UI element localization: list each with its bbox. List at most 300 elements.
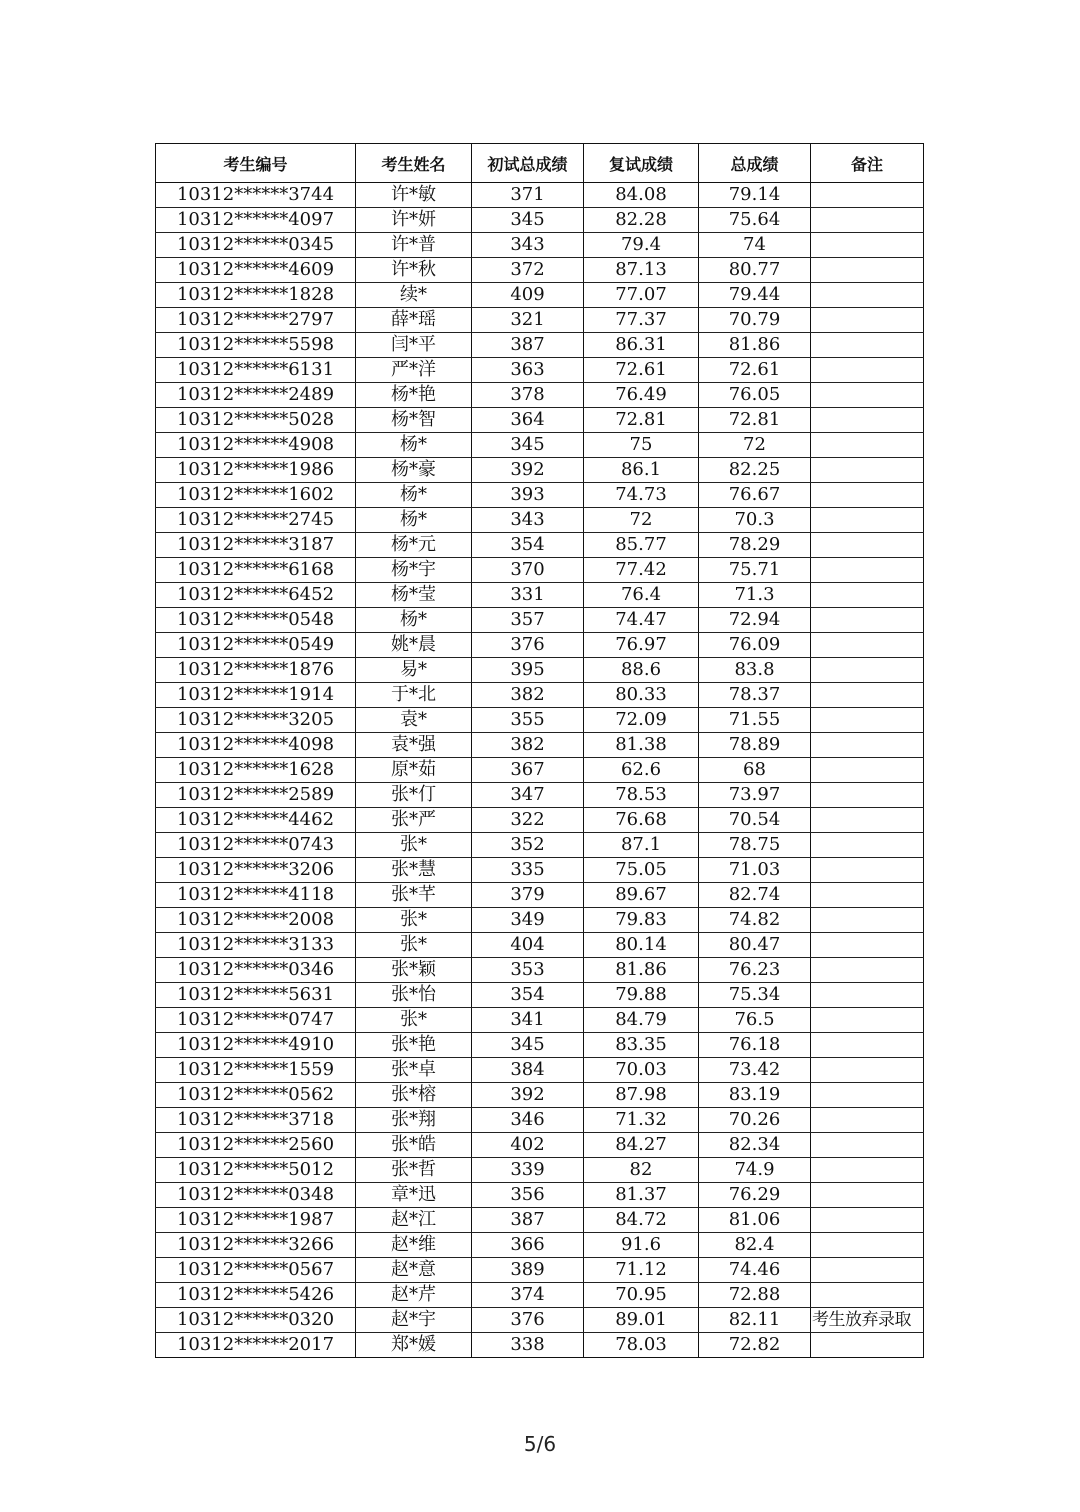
cell-retest-score: 87.1 (584, 833, 699, 858)
cell-candidate-id: 10312******0562 (156, 1083, 356, 1108)
cell-remarks (811, 1033, 924, 1058)
cell-candidate-name: 郑*媛 (356, 1333, 472, 1358)
cell-remarks (811, 808, 924, 833)
cell-candidate-id: 10312******1876 (156, 658, 356, 683)
header-retest-score: 复试成绩 (584, 144, 699, 183)
cell-candidate-name: 张*艳 (356, 1033, 472, 1058)
cell-total-score: 75.71 (699, 558, 811, 583)
cell-remarks (811, 1258, 924, 1283)
cell-candidate-id: 10312******5012 (156, 1158, 356, 1183)
cell-remarks (811, 1158, 924, 1183)
cell-candidate-name: 赵*意 (356, 1258, 472, 1283)
cell-initial-score: 392 (472, 458, 584, 483)
cell-total-score: 70.54 (699, 808, 811, 833)
table-row (156, 1283, 924, 1308)
cell-remarks (811, 183, 924, 208)
cell-initial-score: 387 (472, 333, 584, 358)
cell-total-score: 76.67 (699, 483, 811, 508)
cell-retest-score: 82 (584, 1158, 699, 1183)
cell-total-score: 72 (699, 433, 811, 458)
table-row (156, 1033, 924, 1058)
cell-total-score: 78.29 (699, 533, 811, 558)
cell-retest-score: 87.98 (584, 1083, 699, 1108)
cell-candidate-id: 10312******2560 (156, 1133, 356, 1158)
cell-total-score: 74.9 (699, 1158, 811, 1183)
cell-candidate-id: 10312******4098 (156, 733, 356, 758)
cell-retest-score: 79.83 (584, 908, 699, 933)
cell-candidate-id: 10312******6452 (156, 583, 356, 608)
header-initial-score: 初试总成绩 (472, 144, 584, 183)
cell-candidate-id: 10312******3133 (156, 933, 356, 958)
table-row (156, 1108, 924, 1133)
cell-candidate-name: 张* (356, 908, 472, 933)
cell-total-score: 82.25 (699, 458, 811, 483)
cell-retest-score: 81.37 (584, 1183, 699, 1208)
cell-candidate-name: 袁* (356, 708, 472, 733)
cell-initial-score: 354 (472, 983, 584, 1008)
table-row (156, 308, 924, 333)
cell-candidate-id: 10312******1628 (156, 758, 356, 783)
cell-candidate-id: 10312******0345 (156, 233, 356, 258)
table-row (156, 408, 924, 433)
table-row (156, 583, 924, 608)
cell-retest-score: 77.42 (584, 558, 699, 583)
cell-initial-score: 345 (472, 433, 584, 458)
cell-candidate-name: 杨* (356, 483, 472, 508)
cell-initial-score: 338 (472, 1333, 584, 1358)
cell-remarks (811, 1333, 924, 1358)
table-row (156, 658, 924, 683)
cell-initial-score: 372 (472, 258, 584, 283)
cell-total-score: 82.11 (699, 1308, 811, 1333)
table-row (156, 508, 924, 533)
cell-candidate-name: 杨*艳 (356, 383, 472, 408)
table-row (156, 1333, 924, 1358)
cell-candidate-id: 10312******2589 (156, 783, 356, 808)
cell-retest-score: 87.13 (584, 258, 699, 283)
table-row (156, 733, 924, 758)
cell-candidate-name: 张*芊 (356, 883, 472, 908)
cell-retest-score: 80.33 (584, 683, 699, 708)
cell-remarks (811, 633, 924, 658)
cell-initial-score: 364 (472, 408, 584, 433)
cell-initial-score: 366 (472, 1233, 584, 1258)
cell-remarks (811, 858, 924, 883)
cell-candidate-name: 许*敏 (356, 183, 472, 208)
cell-candidate-name: 杨*莹 (356, 583, 472, 608)
cell-total-score: 71.55 (699, 708, 811, 733)
cell-initial-score: 378 (472, 383, 584, 408)
table-row (156, 183, 924, 208)
cell-candidate-id: 10312******6131 (156, 358, 356, 383)
table-row (156, 933, 924, 958)
cell-total-score: 81.06 (699, 1208, 811, 1233)
cell-remarks (811, 258, 924, 283)
cell-candidate-name: 张* (356, 933, 472, 958)
cell-candidate-id: 10312******0320 (156, 1308, 356, 1333)
cell-initial-score: 331 (472, 583, 584, 608)
table-row (156, 358, 924, 383)
cell-initial-score: 363 (472, 358, 584, 383)
table-row (156, 908, 924, 933)
header-row (156, 144, 924, 183)
table-row (156, 1083, 924, 1108)
cell-candidate-name: 张*慧 (356, 858, 472, 883)
cell-initial-score: 354 (472, 533, 584, 558)
cell-retest-score: 72.61 (584, 358, 699, 383)
cell-initial-score: 367 (472, 758, 584, 783)
cell-candidate-name: 杨* (356, 433, 472, 458)
cell-remarks (811, 1233, 924, 1258)
cell-remarks (811, 958, 924, 983)
cell-initial-score: 343 (472, 233, 584, 258)
cell-initial-score: 343 (472, 508, 584, 533)
cell-retest-score: 91.6 (584, 1233, 699, 1258)
cell-remarks (811, 983, 924, 1008)
cell-initial-score: 387 (472, 1208, 584, 1233)
cell-candidate-id: 10312******0549 (156, 633, 356, 658)
cell-initial-score: 374 (472, 1283, 584, 1308)
cell-initial-score: 370 (472, 558, 584, 583)
cell-remarks (811, 658, 924, 683)
cell-remarks (811, 433, 924, 458)
cell-candidate-name: 许*普 (356, 233, 472, 258)
cell-candidate-name: 张*严 (356, 808, 472, 833)
cell-initial-score: 384 (472, 1058, 584, 1083)
cell-candidate-id: 10312******4910 (156, 1033, 356, 1058)
cell-remarks (811, 1058, 924, 1083)
cell-candidate-id: 10312******1986 (156, 458, 356, 483)
cell-initial-score: 322 (472, 808, 584, 833)
cell-total-score: 76.18 (699, 1033, 811, 1058)
cell-initial-score: 356 (472, 1183, 584, 1208)
cell-candidate-id: 10312******2008 (156, 908, 356, 933)
cell-candidate-name: 赵*江 (356, 1208, 472, 1233)
cell-candidate-name: 杨*元 (356, 533, 472, 558)
cell-total-score: 74 (699, 233, 811, 258)
score-table-container (155, 143, 923, 1358)
cell-remarks (811, 283, 924, 308)
cell-retest-score: 79.88 (584, 983, 699, 1008)
cell-remarks (811, 533, 924, 558)
table-row (156, 633, 924, 658)
cell-retest-score: 81.86 (584, 958, 699, 983)
cell-initial-score: 352 (472, 833, 584, 858)
cell-total-score: 81.86 (699, 333, 811, 358)
cell-retest-score: 72 (584, 508, 699, 533)
table-row (156, 833, 924, 858)
table-row (156, 708, 924, 733)
cell-remarks (811, 508, 924, 533)
cell-retest-score: 75 (584, 433, 699, 458)
cell-candidate-id: 10312******6168 (156, 558, 356, 583)
cell-retest-score: 89.01 (584, 1308, 699, 1333)
cell-candidate-id: 10312******1987 (156, 1208, 356, 1233)
cell-retest-score: 77.07 (584, 283, 699, 308)
cell-remarks (811, 608, 924, 633)
cell-retest-score: 74.47 (584, 608, 699, 633)
cell-candidate-name: 张* (356, 833, 472, 858)
header-remarks: 备注 (811, 144, 924, 183)
cell-initial-score: 347 (472, 783, 584, 808)
cell-total-score: 72.61 (699, 358, 811, 383)
cell-total-score: 74.46 (699, 1258, 811, 1283)
cell-total-score: 71.03 (699, 858, 811, 883)
cell-candidate-id: 10312******4462 (156, 808, 356, 833)
cell-candidate-id: 10312******2017 (156, 1333, 356, 1358)
cell-retest-score: 77.37 (584, 308, 699, 333)
cell-retest-score: 76.49 (584, 383, 699, 408)
cell-candidate-id: 10312******1828 (156, 283, 356, 308)
cell-initial-score: 321 (472, 308, 584, 333)
cell-remarks (811, 883, 924, 908)
cell-candidate-id: 10312******3187 (156, 533, 356, 558)
cell-candidate-name: 于*北 (356, 683, 472, 708)
cell-total-score: 82.74 (699, 883, 811, 908)
cell-retest-score: 71.32 (584, 1108, 699, 1133)
table-row (156, 233, 924, 258)
cell-retest-score: 76.68 (584, 808, 699, 833)
cell-candidate-name: 杨*豪 (356, 458, 472, 483)
cell-remarks (811, 383, 924, 408)
table-row (156, 483, 924, 508)
cell-retest-score: 84.27 (584, 1133, 699, 1158)
cell-initial-score: 404 (472, 933, 584, 958)
cell-total-score: 72.94 (699, 608, 811, 633)
cell-candidate-name: 杨*宇 (356, 558, 472, 583)
cell-retest-score: 89.67 (584, 883, 699, 908)
cell-initial-score: 357 (472, 608, 584, 633)
cell-total-score: 76.23 (699, 958, 811, 983)
cell-remarks (811, 683, 924, 708)
cell-candidate-name: 原*茹 (356, 758, 472, 783)
table-row (156, 433, 924, 458)
cell-candidate-id: 10312******4097 (156, 208, 356, 233)
cell-total-score: 75.64 (699, 208, 811, 233)
cell-candidate-id: 10312******0567 (156, 1258, 356, 1283)
cell-retest-score: 62.6 (584, 758, 699, 783)
cell-candidate-id: 10312******1602 (156, 483, 356, 508)
cell-candidate-name: 薛*瑶 (356, 308, 472, 333)
cell-total-score: 76.5 (699, 1008, 811, 1033)
cell-remarks (811, 358, 924, 383)
table-row (156, 1208, 924, 1233)
cell-candidate-name: 张*卓 (356, 1058, 472, 1083)
cell-retest-score: 80.14 (584, 933, 699, 958)
cell-retest-score: 72.09 (584, 708, 699, 733)
cell-retest-score: 85.77 (584, 533, 699, 558)
cell-initial-score: 349 (472, 908, 584, 933)
cell-candidate-id: 10312******5426 (156, 1283, 356, 1308)
cell-initial-score: 382 (472, 683, 584, 708)
cell-retest-score: 70.95 (584, 1283, 699, 1308)
cell-candidate-name: 张*怡 (356, 983, 472, 1008)
table-row (156, 683, 924, 708)
table-row (156, 958, 924, 983)
cell-candidate-name: 许*妍 (356, 208, 472, 233)
cell-candidate-id: 10312******0548 (156, 608, 356, 633)
table-row (156, 1308, 924, 1333)
header-candidate-name: 考生姓名 (356, 144, 472, 183)
cell-total-score: 82.4 (699, 1233, 811, 1258)
cell-total-score: 78.89 (699, 733, 811, 758)
table-row (156, 333, 924, 358)
cell-remarks (811, 583, 924, 608)
table-row (156, 258, 924, 283)
page-number: 5/6 (523, 1432, 557, 1456)
table-row (156, 1258, 924, 1283)
table-row (156, 608, 924, 633)
cell-candidate-name: 章*迅 (356, 1183, 472, 1208)
cell-candidate-id: 10312******4609 (156, 258, 356, 283)
cell-candidate-name: 杨* (356, 608, 472, 633)
cell-candidate-id: 10312******0743 (156, 833, 356, 858)
cell-remarks (811, 1108, 924, 1133)
header-total-score: 总成绩 (699, 144, 811, 183)
cell-candidate-id: 10312******1914 (156, 683, 356, 708)
cell-candidate-id: 10312******3206 (156, 858, 356, 883)
cell-retest-score: 82.28 (584, 208, 699, 233)
cell-retest-score: 78.03 (584, 1333, 699, 1358)
cell-retest-score: 72.81 (584, 408, 699, 433)
cell-candidate-name: 杨* (356, 508, 472, 533)
cell-retest-score: 84.08 (584, 183, 699, 208)
cell-initial-score: 376 (472, 633, 584, 658)
cell-remarks (811, 1208, 924, 1233)
cell-retest-score: 81.38 (584, 733, 699, 758)
cell-candidate-id: 10312******1559 (156, 1058, 356, 1083)
cell-initial-score: 392 (472, 1083, 584, 1108)
cell-total-score: 78.37 (699, 683, 811, 708)
cell-remarks (811, 783, 924, 808)
cell-candidate-name: 续* (356, 283, 472, 308)
cell-candidate-name: 许*秋 (356, 258, 472, 283)
cell-remarks (811, 1083, 924, 1108)
cell-retest-score: 71.12 (584, 1258, 699, 1283)
cell-remarks (811, 1283, 924, 1308)
cell-initial-score: 346 (472, 1108, 584, 1133)
cell-candidate-name: 姚*晨 (356, 633, 472, 658)
cell-total-score: 80.47 (699, 933, 811, 958)
cell-initial-score: 382 (472, 733, 584, 758)
table-row (156, 808, 924, 833)
cell-total-score: 72.88 (699, 1283, 811, 1308)
cell-total-score: 75.34 (699, 983, 811, 1008)
cell-initial-score: 376 (472, 1308, 584, 1333)
cell-candidate-id: 10312******3744 (156, 183, 356, 208)
cell-remarks (811, 708, 924, 733)
cell-total-score: 83.19 (699, 1083, 811, 1108)
cell-total-score: 76.29 (699, 1183, 811, 1208)
cell-initial-score: 389 (472, 1258, 584, 1283)
cell-candidate-name: 闫*平 (356, 333, 472, 358)
cell-total-score: 83.8 (699, 658, 811, 683)
cell-initial-score: 402 (472, 1133, 584, 1158)
cell-candidate-id: 10312******2745 (156, 508, 356, 533)
cell-remarks (811, 558, 924, 583)
cell-candidate-id: 10312******5028 (156, 408, 356, 433)
cell-candidate-id: 10312******0747 (156, 1008, 356, 1033)
cell-candidate-id: 10312******4908 (156, 433, 356, 458)
cell-initial-score: 353 (472, 958, 584, 983)
table-row (156, 1058, 924, 1083)
cell-remarks (811, 483, 924, 508)
cell-retest-score: 70.03 (584, 1058, 699, 1083)
cell-candidate-name: 易* (356, 658, 472, 683)
cell-total-score: 82.34 (699, 1133, 811, 1158)
table-row (156, 558, 924, 583)
cell-retest-score: 74.73 (584, 483, 699, 508)
cell-candidate-name: 张*皓 (356, 1133, 472, 1158)
cell-total-score: 70.26 (699, 1108, 811, 1133)
cell-total-score: 71.3 (699, 583, 811, 608)
cell-initial-score: 335 (472, 858, 584, 883)
cell-remarks (811, 408, 924, 433)
cell-retest-score: 86.31 (584, 333, 699, 358)
cell-candidate-name: 张*翔 (356, 1108, 472, 1133)
cell-initial-score: 395 (472, 658, 584, 683)
cell-total-score: 70.3 (699, 508, 811, 533)
cell-initial-score: 409 (472, 283, 584, 308)
table-row (156, 1183, 924, 1208)
cell-total-score: 68 (699, 758, 811, 783)
cell-remarks (811, 933, 924, 958)
cell-retest-score: 84.79 (584, 1008, 699, 1033)
table-row (156, 883, 924, 908)
cell-total-score: 79.44 (699, 283, 811, 308)
cell-retest-score: 76.4 (584, 583, 699, 608)
cell-retest-score: 75.05 (584, 858, 699, 883)
table-row (156, 283, 924, 308)
cell-total-score: 72.81 (699, 408, 811, 433)
table-row (156, 533, 924, 558)
cell-candidate-id: 10312******3718 (156, 1108, 356, 1133)
cell-remarks (811, 1133, 924, 1158)
cell-total-score: 78.75 (699, 833, 811, 858)
cell-candidate-name: 张* (356, 1008, 472, 1033)
cell-candidate-id: 10312******2797 (156, 308, 356, 333)
cell-candidate-id: 10312******4118 (156, 883, 356, 908)
cell-retest-score: 79.4 (584, 233, 699, 258)
table-row (156, 858, 924, 883)
cell-remarks (811, 758, 924, 783)
table-row (156, 983, 924, 1008)
cell-total-score: 72.82 (699, 1333, 811, 1358)
cell-retest-score: 88.6 (584, 658, 699, 683)
cell-initial-score: 355 (472, 708, 584, 733)
table-row (156, 758, 924, 783)
cell-candidate-id: 10312******3205 (156, 708, 356, 733)
cell-retest-score: 76.97 (584, 633, 699, 658)
cell-remarks (811, 833, 924, 858)
score-table (155, 143, 924, 1358)
header-candidate-id: 考生编号 (156, 144, 356, 183)
cell-remarks (811, 1008, 924, 1033)
cell-total-score: 73.42 (699, 1058, 811, 1083)
cell-candidate-name: 张*榕 (356, 1083, 472, 1108)
cell-initial-score: 393 (472, 483, 584, 508)
cell-remarks (811, 908, 924, 933)
cell-remarks: 考生放弃录取 (811, 1308, 924, 1333)
cell-total-score: 79.14 (699, 183, 811, 208)
cell-candidate-id: 10312******5598 (156, 333, 356, 358)
cell-remarks (811, 733, 924, 758)
cell-candidate-name: 袁*强 (356, 733, 472, 758)
table-row (156, 383, 924, 408)
cell-retest-score: 78.53 (584, 783, 699, 808)
cell-candidate-id: 10312******3266 (156, 1233, 356, 1258)
cell-candidate-id: 10312******2489 (156, 383, 356, 408)
